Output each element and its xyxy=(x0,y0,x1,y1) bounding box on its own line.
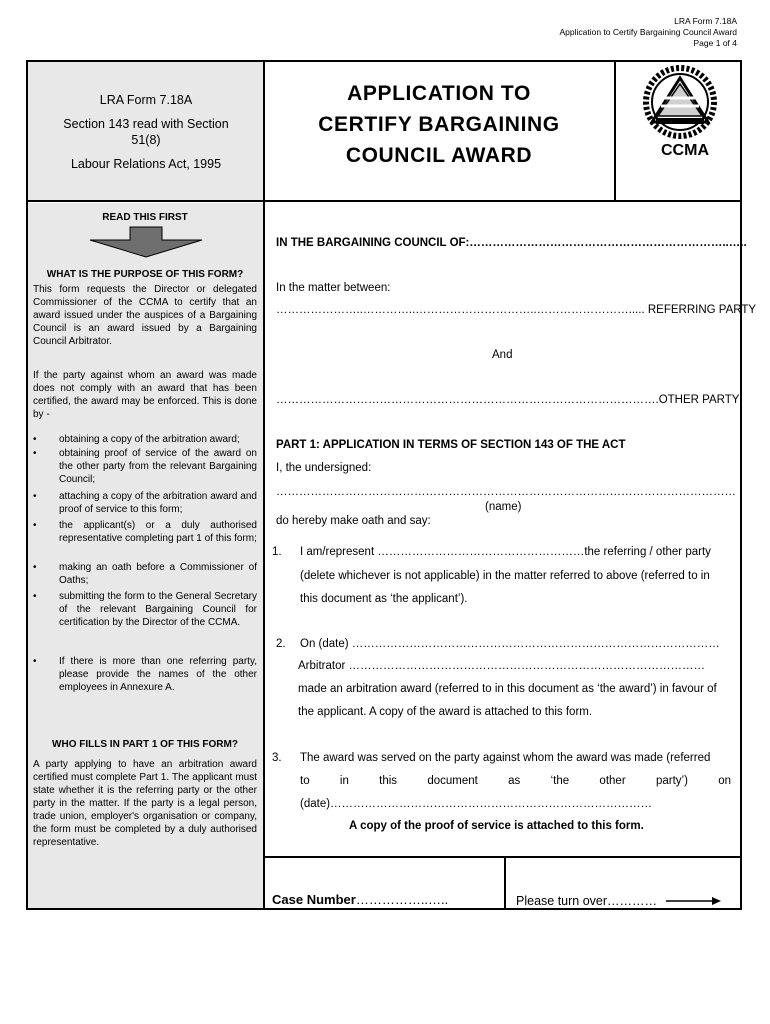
header-divider xyxy=(26,200,742,202)
proof-note: A copy of the proof of service is attached to this form. xyxy=(349,820,644,832)
item-3-number: 3. xyxy=(272,752,282,764)
list-item: • attaching a copy of the arbitration award and proof of service to this form; xyxy=(33,491,257,515)
purpose-heading: WHAT IS THE PURPOSE OF THIS FORM? xyxy=(46,269,244,280)
case-number-label: Case Number xyxy=(272,892,356,907)
left-header xyxy=(28,62,264,200)
left-section-2: 51(8) xyxy=(131,133,161,147)
right-arrow-icon xyxy=(666,896,722,906)
title-line-3: COUNCIL AWARD xyxy=(345,144,533,167)
case-number-dots: ……………..….. xyxy=(355,892,449,907)
page-title xyxy=(266,78,612,171)
who-heading: WHO FILLS IN PART 1 OF THIS FORM? xyxy=(52,739,238,750)
referring-party-field[interactable]: …………………..…………..…………………………..……………………..... REFERRING PARTY xyxy=(276,304,757,316)
turn-over-label: Please turn over………… xyxy=(516,894,658,908)
matter-label: In the matter between: xyxy=(276,282,391,294)
list-item: • If there is more than one referring party, please provide the names of the other employees in Annexure A. xyxy=(33,656,257,693)
arbitrator-field[interactable]: Arbitrator ………………………………………………………………………………… xyxy=(298,660,705,672)
item-3-line-2: to in this document as ‘the other party’) on xyxy=(300,775,731,787)
header-page: Page 1 of 4 xyxy=(693,38,737,48)
oath-label: do hereby make oath and say: xyxy=(276,515,431,527)
list-item: • making an oath before a Commissioner of Oaths; xyxy=(33,562,257,586)
header-form-title: Application to Certify Bargaining Council Award xyxy=(559,27,737,37)
council-field[interactable]: IN THE BARGAINING COUNCIL OF:…………………………………………………………..….. xyxy=(276,237,747,249)
title-line-2: CERTIFY BARGAINING xyxy=(318,113,560,136)
footer-divider xyxy=(263,856,742,858)
left-form-no: LRA Form 7.18A xyxy=(99,93,193,107)
down-arrow-icon xyxy=(88,226,204,258)
other-party-field[interactable]: ……………………………………………………………………………………….OTHER PARTY xyxy=(276,394,740,406)
item-2-number: 2. xyxy=(276,638,286,650)
item-2-line-3: made an arbitration award (referred to in this document as ‘the award’) in favour of xyxy=(298,683,717,695)
name-field[interactable]: ………………………………………………………………………………………………………… xyxy=(276,486,736,498)
header-form-no: LRA Form 7.18A xyxy=(674,16,737,26)
who-paragraph: A party applying to have an arbitration award certified must complete Part 1. The applicant must state whether it is the referring party or the other party in the matter. If the party is a legal person, trade union, employer's organisation or company, the form must be completed by a duly authorised representative. xyxy=(33,759,257,848)
service-date-field[interactable]: (date)………………………………………………………………………… xyxy=(300,798,653,810)
undersigned-label: I, the undersigned: xyxy=(276,462,372,474)
item-2-line-4: the applicant. A copy of the award is attached to this form. xyxy=(298,706,593,718)
item-1-line-1[interactable]: I am/represent ………………………………………………the referring / other party xyxy=(300,546,711,558)
list-item: • obtaining a copy of the arbitration award; xyxy=(33,434,240,445)
item-3-line-1: The award was served on the party against whom the award was made (referred xyxy=(300,752,711,764)
and-label: And xyxy=(492,349,513,361)
purpose-paragraph-2: If the party against whom an award was made does not comply with an award that has been certified, the award may be enforced. This is done by - xyxy=(33,370,257,420)
page-header xyxy=(560,16,738,49)
title-line-1: APPLICATION TO xyxy=(347,82,531,105)
list-item: • submitting the form to the General Secretary of the relevant Bargaining Council for certification by the Director of the CCMA. xyxy=(33,591,257,628)
item-1-line-2: (delete whichever is not applicable) in the matter referred to above (referred to in xyxy=(300,570,710,582)
item-1-number: 1. xyxy=(272,546,282,558)
date-field[interactable]: On (date) …………………………………………………………………………………… xyxy=(300,638,720,650)
left-section-1: Section 143 read with Section xyxy=(63,117,229,131)
case-number-field[interactable] xyxy=(272,893,448,907)
left-act: Labour Relations Act, 1995 xyxy=(70,157,222,171)
item-1-line-3: this document as ‘the applicant’). xyxy=(300,593,468,605)
logo-divider xyxy=(614,60,616,202)
part1-heading: PART 1: APPLICATION IN TERMS OF SECTION 143 OF THE ACT xyxy=(276,439,626,451)
read-first-heading: READ THIS FIRST xyxy=(102,212,188,223)
list-item: • obtaining proof of service of the award on the other party from the relevant Bargaining Council; xyxy=(33,448,257,485)
list-item: • the applicant(s) or a duly authorised representative completing part 1 of this form; xyxy=(33,520,257,544)
ccma-logo-text: CCMA xyxy=(661,142,709,159)
name-label: (name) xyxy=(485,501,522,513)
case-divider xyxy=(504,856,506,910)
purpose-paragraph-1: This form requests the Director or delegated Commissioner of the CCMA to certify that an award issued under the auspices of a Bargaining Council is an award issued by a Bargaining Council Arbitrator. xyxy=(33,284,257,347)
